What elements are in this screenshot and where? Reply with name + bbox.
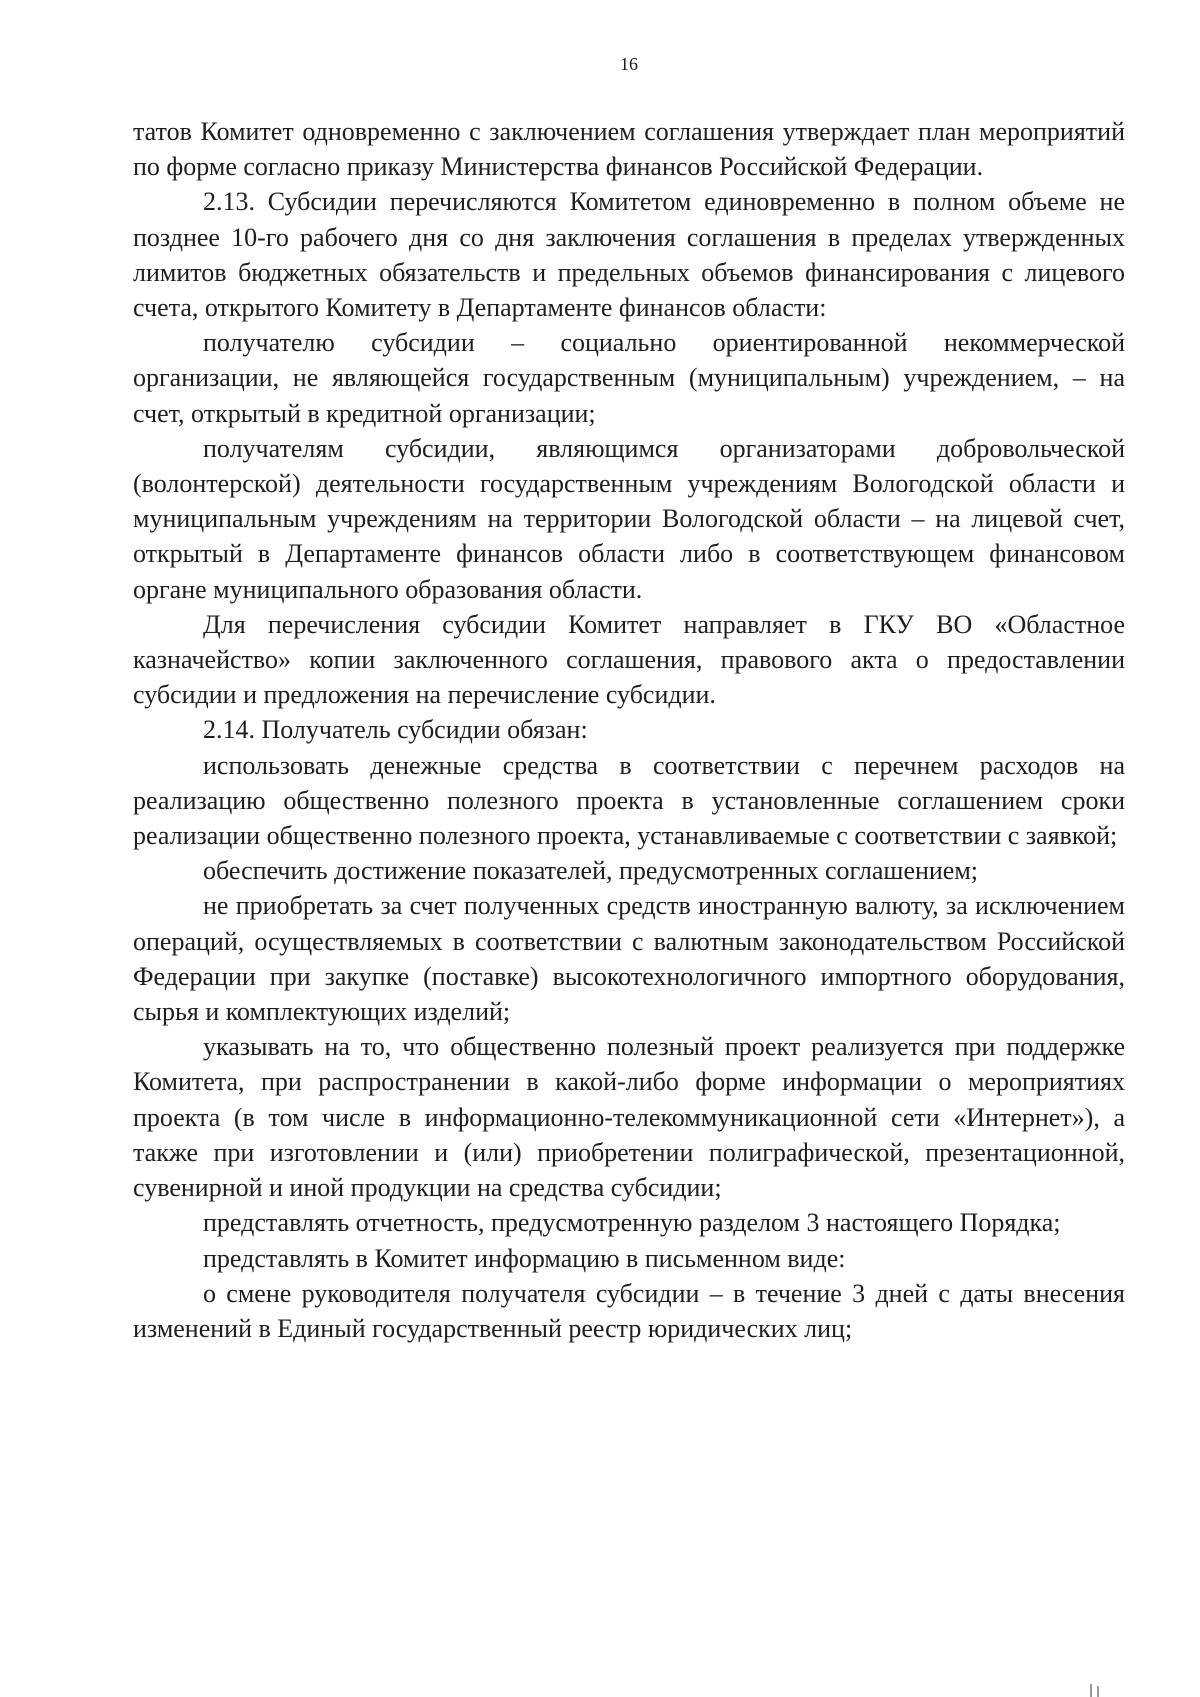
paragraph-use-funds: использовать денежные средства в соответствии с перечнем расходов на реализацию общественно полезного проекта в установленные соглашением сроки реализации общественно полезного проекта, устанавливаемые с соответствии с заявкой; — [133, 750, 1125, 851]
paragraph-continuation: татов Комитет одновременно с заключением соглашения утверждает план мероприятий по форме согласно приказу Министерства финансов Российской Федерации. — [133, 117, 1125, 182]
page-number: 16 — [620, 54, 638, 74]
paragraph-head-change: о смене руководителя получателя субсидии – в течение 3 дней с даты внесения изменений в Единый государственный реестр юридических лиц; — [133, 1278, 1125, 1343]
paragraph-recipient-nko: получателю субсидии – социально ориентированной некоммерческой организации, не являющейся государственным (муниципальным) учреждением, – на счет, открытый в кредитной организации; — [133, 328, 1125, 428]
paragraph-no-currency: не приобретать за счет полученных средств иностранную валюту, за исключением операций, осуществляемых в соответствии с валютным законодательством Российской Федерации при закупке (поставке) высокотехнологичного импортного оборудования, сырья и комплектующих изделий; — [133, 891, 1125, 1027]
scan-edge-mark — [1097, 1686, 1099, 1697]
paragraph-treasury-transfer: Для перечисления субсидии Комитет направляет в ГКУ ВО «Областное казначейство» копии заключенного соглашения, правового акта о предоставлении субсидии и предложения на перечисление субсидии. — [133, 609, 1125, 710]
paragraph-reporting: представлять отчетность, предусмотренную разделом 3 настоящего Порядка; — [203, 1208, 1061, 1238]
paragraph-written-info: представлять в Комитет информацию в письменном виде: — [203, 1243, 846, 1273]
scan-edge-mark — [1090, 1684, 1092, 1697]
paragraph-2-14: 2.14. Получатель субсидии обязан: — [203, 715, 588, 745]
paragraph-indicators: обеспечить достижение показателей, предусмотренных соглашением; — [203, 856, 979, 886]
paragraph-2-13: 2.13. Субсидии перечисляются Комитетом единовременно в полном объеме не позднее 10-го рабочего дня со дня заключения соглашения в пределах утвержденных лимитов бюджетных обязательств и предельных объемов финансирования с лицевого счета, открытого Комитету в Департаменте финансов области: — [133, 187, 1125, 323]
paragraph-recipient-institutions: получателям субсидии, являющимся организаторами добровольческой (волонтерской) деятельности государственным учреждениям Вологодской области и муниципальным учреждениям на территории Вологодской области – на лицевой счет, открытый в Департаменте финансов области либо в соответствующем финансовом органе муниципального образования области. — [133, 433, 1125, 604]
body-text — [133, 114, 1125, 1346]
paragraph-committee-support: указывать на то, что общественно полезный проект реализуется при поддержке Комитета, при распространении в какой-либо форме информации о мероприятиях проекта (в том числе в информационно-телекоммуникационной сети «Интернет»), а также при изготовлении и (или) приобретении полиграфической, презентационной, сувенирной и иной продукции на средства субсидии; — [133, 1032, 1125, 1203]
